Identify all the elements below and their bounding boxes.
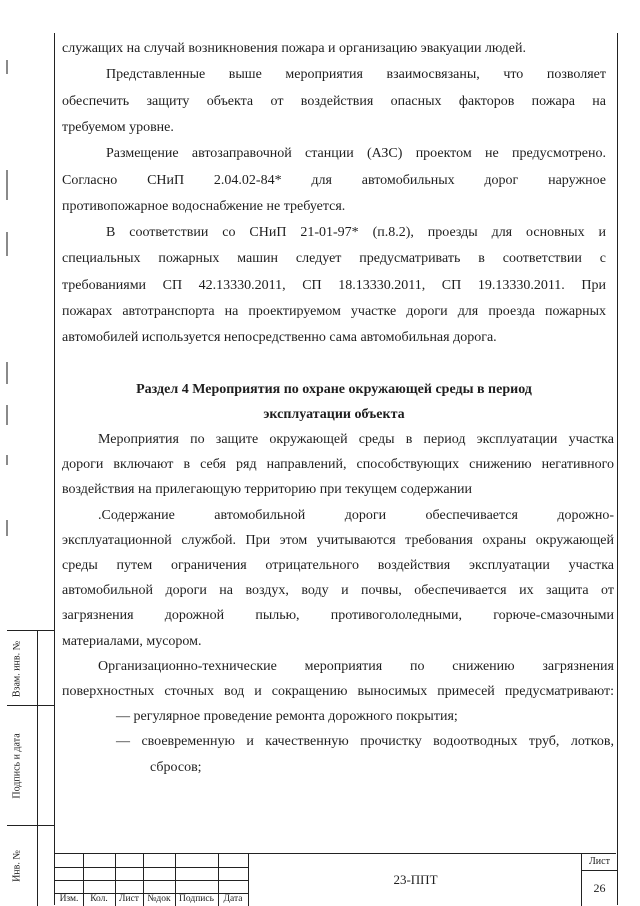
text-line: обеспечить защиту объекта от воздействия опасных факторов пожара на xyxy=(62,93,606,109)
sheet-label: Лист xyxy=(582,854,617,871)
text-line: — регулярное проведение ремонта дорожного покрытия; xyxy=(116,709,458,725)
text-line: среды путем ограничения отрицательного воздействия эксплуатации участка xyxy=(62,558,614,573)
text-line: В соответствии со СНиП 21-01-97* (п.8.2), проезды для основных и xyxy=(106,225,606,241)
text-line: материалами, мусором. xyxy=(62,633,202,649)
text-line: Организационно-технические мероприятия по снижению загрязнения xyxy=(98,658,614,674)
binding-strip xyxy=(7,630,54,905)
text-line: Мероприятия по защите окружающей среды в период эксплуатации участка xyxy=(98,432,614,447)
text-line: автомобильной дороги на воздух, воду и почвы, обеспечивается их защита от xyxy=(62,583,614,599)
column-sheet: Лист xyxy=(119,894,139,904)
binding-label-signature: Подпись и дата xyxy=(11,733,23,799)
text-line: — своевременную и качественную прочистку водоотводных труб, лотков, xyxy=(116,734,614,750)
sheet-box xyxy=(581,854,617,906)
sheet-number: 26 xyxy=(593,881,606,895)
binding-label-inventory: Инв. № xyxy=(11,850,23,882)
text-line: пожарах автотранспорта на проектируемом участке дороги для проезда пожарных xyxy=(62,304,606,319)
text-line: автомобилей используется непосредственно сама автомобильная дорога. xyxy=(62,330,497,346)
column-date: Дата xyxy=(223,894,243,904)
text-line: воздействия на прилегающую территорию при текущем содержании xyxy=(62,482,473,498)
section-title-line-1: Раздел 4 Мероприятия по охране окружающей среды в период xyxy=(136,382,532,397)
text-line: сбросов; xyxy=(150,759,202,775)
binding-row-signature xyxy=(7,705,54,826)
binding-row-replacement xyxy=(7,630,54,706)
text-line: .Содержание автомобильной дороги обеспечивается дорожно- xyxy=(98,507,614,523)
text-line: Согласно СНиП 2.04.02-84* для автомобильных дорог наружное xyxy=(62,172,606,188)
text-line: дороги включают в себя ряд направлений, способствующих снижению негативного xyxy=(62,457,614,473)
binding-row-inventory xyxy=(7,825,54,906)
column-change: Изм. xyxy=(59,894,79,904)
section-title-line-2: эксплуатации объекта xyxy=(263,407,405,422)
text-line: эксплуатационной службой. При этом учитываются требования охраны окружающей xyxy=(62,532,614,548)
text-line: Представленные выше мероприятия взаимосвязаны, что позволяет xyxy=(106,67,606,83)
text-line: Размещение автозаправочной станции (АЗС) проектом не предусмотрено. xyxy=(106,146,606,162)
text-line: требуемом уровне. xyxy=(62,119,174,135)
title-block xyxy=(55,853,616,906)
document-code: 23-ППТ xyxy=(248,854,582,906)
revision-grid xyxy=(55,854,248,906)
text-line: загрязнения дорожной пылью, противогололедными, горюче-смазочными xyxy=(62,608,614,624)
column-signature: Подпись xyxy=(179,894,214,904)
column-count: Кол. xyxy=(90,894,108,904)
column-doc-number: №док xyxy=(147,894,171,904)
text-line: поверхностных сточных вод и сокращению выносимых примесей предусматривают: xyxy=(62,684,614,699)
text-line: специальных пожарных машин следует предусматривать в соответствии с xyxy=(62,251,606,267)
text-line: противопожарное водоснабжение не требуется. xyxy=(62,198,346,214)
text-line: требованиями СП 42.13330.2011, СП 18.13330.2011, СП 19.13330.2011. При xyxy=(62,277,606,293)
text-line: служащих на случай возникновения пожара и организацию эвакуации людей. xyxy=(62,41,527,56)
binding-label-replacement: Взам. инв. № xyxy=(11,640,23,697)
